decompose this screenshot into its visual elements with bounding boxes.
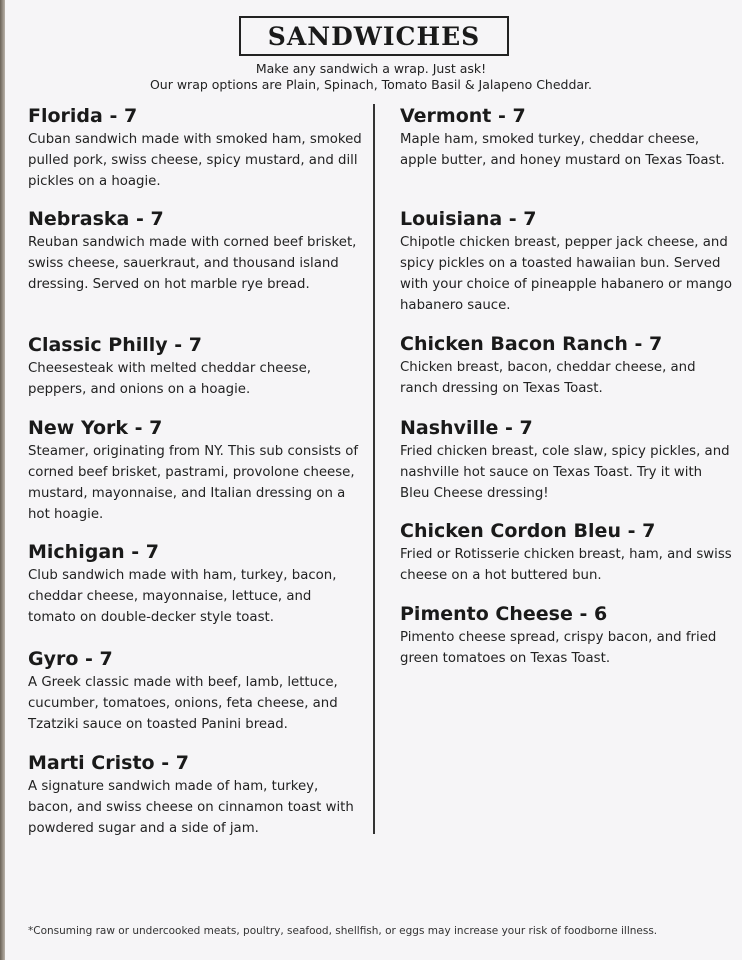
menu-item-classic-philly (28, 333, 363, 400)
menu-item-description: Fried chicken breast, cole slaw, spicy pickles, and nashville hot sauce on Texas Toast. Try it with Bleu Cheese dressing! (400, 444, 730, 501)
menu-item-new-york (28, 416, 363, 525)
menu-item-name: Pimento Cheese - 6 (400, 603, 608, 625)
menu-item-description: A Greek classic made with beef, lamb, lettuce, cucumber, tomatoes, onions, feta cheese, and Tzatziki sauce on toasted Panini bread. (28, 675, 338, 732)
menu-item-description: A signature sandwich made of ham, turkey, bacon, and swiss cheese on cinnamon toast with powdered sugar and a side of jam. (28, 779, 354, 836)
menu-item-name: Chicken Bacon Ranch - 7 (400, 333, 663, 355)
menu-item-name: New York - 7 (28, 417, 163, 439)
menu-item-name: Marti Cristo - 7 (28, 752, 189, 774)
section-title: SANDWICHES (267, 21, 481, 51)
menu-item-nebraska (28, 207, 363, 295)
menu-item-description: Cheesesteak with melted cheddar cheese, peppers, and onions on a hoagie. (28, 361, 311, 397)
menu-item-name: Florida - 7 (28, 105, 138, 127)
menu-item-chicken-cordon-bleu (400, 519, 735, 586)
menu-item-description: Reuban sandwich made with corned beef brisket, swiss cheese, sauerkraut, and thousand island dressing. Served on hot marble rye bread. (28, 235, 357, 292)
section-title-box (239, 16, 509, 56)
column-divider (373, 104, 375, 834)
menu-item-description: Club sandwich made with ham, turkey, bacon, cheddar cheese, mayonnaise, lettuce, and tomato on double-decker style toast. (28, 568, 337, 625)
menu-item-louisiana (400, 207, 735, 316)
page-edge-shadow (0, 0, 5, 960)
food-safety-disclaimer: *Consuming raw or undercooked meats, poultry, seafood, shellfish, or eggs may increase your risk of foodborne illness. (28, 925, 658, 937)
menu-item-description: Chicken breast, bacon, cheddar cheese, and ranch dressing on Texas Toast. (400, 360, 696, 396)
menu-item-name: Chicken Cordon Bleu - 7 (400, 520, 656, 542)
menu-item-name: Vermont - 7 (400, 105, 526, 127)
menu-item-pimento-cheese (400, 602, 735, 669)
menu-item-name: Louisiana - 7 (400, 208, 537, 230)
menu-item-nashville (400, 416, 735, 504)
menu-item-name: Nebraska - 7 (28, 208, 164, 230)
menu-item-name: Gyro - 7 (28, 648, 113, 670)
menu-item-name: Michigan - 7 (28, 541, 160, 563)
menu-item-vermont (400, 104, 735, 171)
menu-item-name: Classic Philly - 7 (28, 334, 202, 356)
menu-item-description: Cuban sandwich made with smoked ham, smoked pulled pork, swiss cheese, spicy mustard, and dill pickles on a hoagie. (28, 132, 362, 189)
wrap-note: Make any sandwich a wrap. Just ask! (255, 61, 487, 76)
menu-item-marti-cristo (28, 751, 363, 839)
menu-item-florida (28, 104, 363, 192)
menu-item-michigan (28, 540, 363, 628)
wrap-options: Our wrap options are Plain, Spinach, Tomato Basil & Jalapeno Cheddar. (149, 77, 593, 92)
menu-item-description: Maple ham, smoked turkey, cheddar cheese, apple butter, and honey mustard on Texas Toast. (400, 132, 725, 168)
menu-item-gyro (28, 647, 363, 735)
menu-item-description: Pimento cheese spread, crispy bacon, and fried green tomatoes on Texas Toast. (400, 630, 717, 666)
menu-item-description: Chipotle chicken breast, pepper jack cheese, and spicy pickles on a toasted hawaiian bun. Served with your choice of pineapple habanero or mango habanero sauce. (400, 235, 733, 313)
menu-item-description: Steamer, originating from NY. This sub consists of corned beef brisket, pastrami, provolone cheese, mustard, mayonnaise, and Italian dressing on a hot hoagie. (28, 444, 359, 522)
menu-item-description: Fried or Rotisserie chicken breast, ham, and swiss cheese on a hot buttered bun. (400, 547, 732, 583)
menu-item-chicken-bacon-ranch (400, 332, 735, 399)
menu-item-name: Nashville - 7 (400, 417, 533, 439)
